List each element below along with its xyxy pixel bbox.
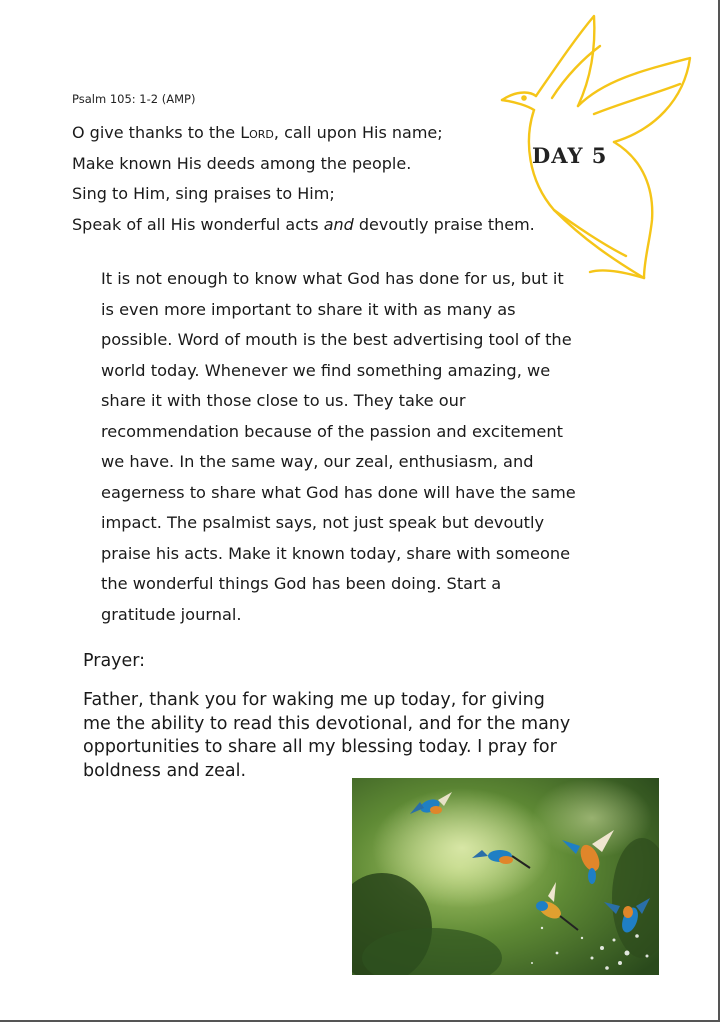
scripture-verse — [72, 118, 572, 240]
devotional-line: impact. The psalmist says, not just speak but devoutly — [101, 513, 545, 532]
devotional-line: the wonderful things God has been doing. Start a — [101, 574, 502, 593]
prayer-line: boldness and zeal. — [83, 760, 247, 781]
verse-line: Speak of all His wonderful acts and devoutly praise them. — [72, 214, 535, 234]
prayer-heading: Prayer: — [83, 651, 146, 671]
devotional-line: It is not enough to know what God has done for us, but it — [101, 269, 564, 288]
devotional-line: share it with those close to us. They take our — [101, 391, 466, 410]
devotional-line: gratitude journal. — [101, 604, 242, 624]
day-label: DAY 5 — [532, 143, 608, 168]
prayer-text — [83, 689, 603, 783]
prayer-line: Father, thank you for waking me up today, for giving — [83, 690, 545, 710]
verse-line: O give thanks to the Lord, call upon His name; — [72, 123, 443, 142]
devotional-line: eagerness to share what God has done will have the same — [101, 482, 576, 502]
devotional-text — [101, 264, 601, 630]
devotional-line: praise his acts. Make it known today, share with someone — [101, 543, 571, 563]
devotional-line: recommendation because of the passion and excitement — [101, 421, 563, 441]
devotional-line: we have. In the same way, our zeal, enthusiasm, and — [101, 452, 534, 471]
kingfishers-photo — [352, 778, 659, 975]
prayer-line: me the ability to read this devotional, and for the many — [83, 713, 571, 734]
devotional-line: possible. Word of mouth is the best advertising tool of the — [101, 330, 572, 349]
prayer-line: opportunities to share all my blessing today. I pray for — [83, 737, 557, 757]
devotional-line: is even more important to share it with as many as — [101, 299, 516, 319]
verse-line: Make known His deeds among the people. — [72, 153, 412, 173]
scripture-reference: Psalm 105: 1-2 (AMP) — [72, 92, 196, 106]
devotional-line: world today. Whenever we find something amazing, we — [101, 360, 551, 380]
verse-line: Sing to Him, sing praises to Him; — [72, 184, 335, 203]
